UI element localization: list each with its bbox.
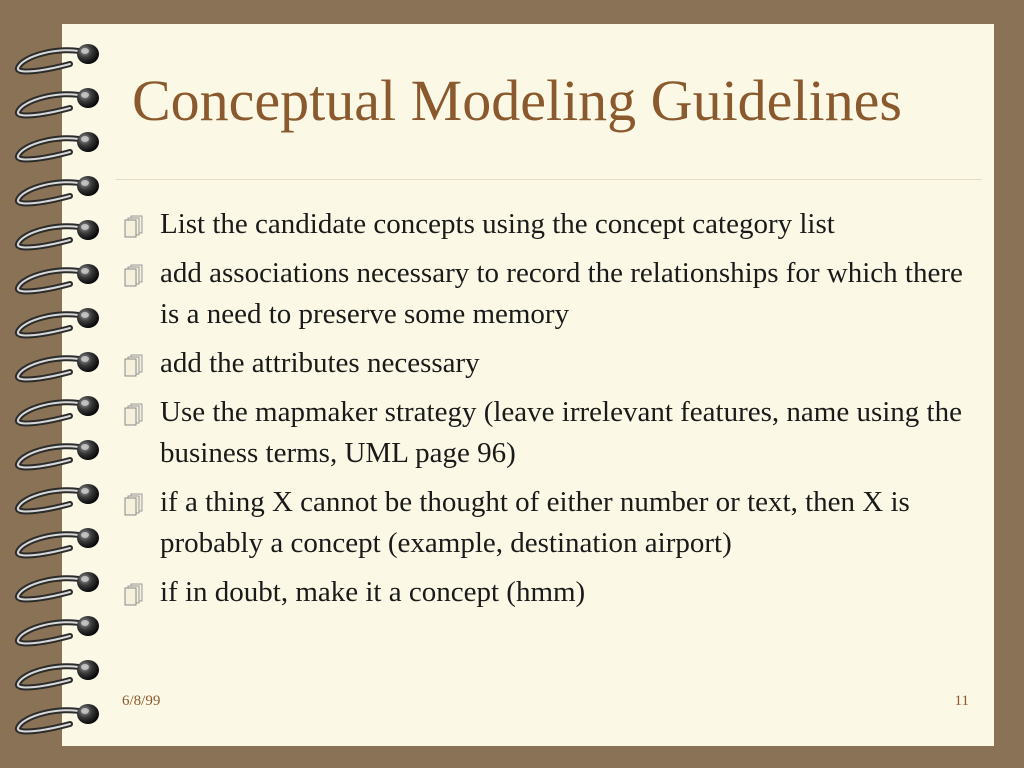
- binding-ring: [18, 132, 99, 159]
- bullet-text: if a thing X cannot be thought of either number or text, then X is probably a concept (example, destination airport): [160, 486, 910, 559]
- binding-ring: [18, 704, 99, 731]
- stacked-pages-icon: [122, 583, 148, 607]
- binding-ring: [18, 220, 99, 247]
- footer-date: 6/8/99: [122, 693, 161, 709]
- bullet-list: [120, 204, 980, 621]
- binding-ring: [18, 352, 99, 379]
- stacked-pages-icon: [122, 264, 148, 288]
- bullet-item: [120, 343, 980, 384]
- binding-ring: [18, 396, 99, 423]
- footer-page-number: 11: [954, 693, 969, 709]
- bullet-text: Use the mapmaker strategy (leave irrelevant features, name using the business terms, UML page 96): [160, 396, 962, 469]
- binding-ring: [18, 264, 99, 291]
- binding-ring: [18, 44, 99, 71]
- binding-ring: [18, 176, 99, 203]
- title-divider: [116, 179, 982, 180]
- binding-ring: [18, 484, 99, 511]
- bullet-text: List the candidate concepts using the concept category list: [160, 208, 835, 240]
- binding-ring: [18, 660, 99, 687]
- stacked-pages-icon: [122, 493, 148, 517]
- binding-ring: [18, 88, 99, 115]
- bullet-item: [120, 572, 980, 613]
- stacked-pages-icon: [122, 215, 148, 239]
- binding-ring: [18, 308, 99, 335]
- binding-ring: [18, 528, 99, 555]
- slide-page: [62, 24, 994, 746]
- binding-ring: [18, 440, 99, 467]
- binding-ring: [18, 572, 99, 599]
- slide-title: Conceptual Modeling Guidelines: [132, 68, 902, 133]
- binding-ring: [18, 616, 99, 643]
- bullet-text: add the attributes necessary: [160, 347, 480, 379]
- spiral-binding: [0, 0, 120, 768]
- bullet-item: [120, 204, 980, 245]
- stacked-pages-icon: [122, 354, 148, 378]
- stacked-pages-icon: [122, 403, 148, 427]
- bullet-item: [120, 482, 980, 564]
- bullet-text: if in doubt, make it a concept (hmm): [160, 576, 586, 608]
- bullet-text: add associations necessary to record the relationships for which there is a need to preserve some memory: [160, 257, 963, 330]
- bullet-item: [120, 392, 980, 474]
- bullet-item: [120, 253, 980, 335]
